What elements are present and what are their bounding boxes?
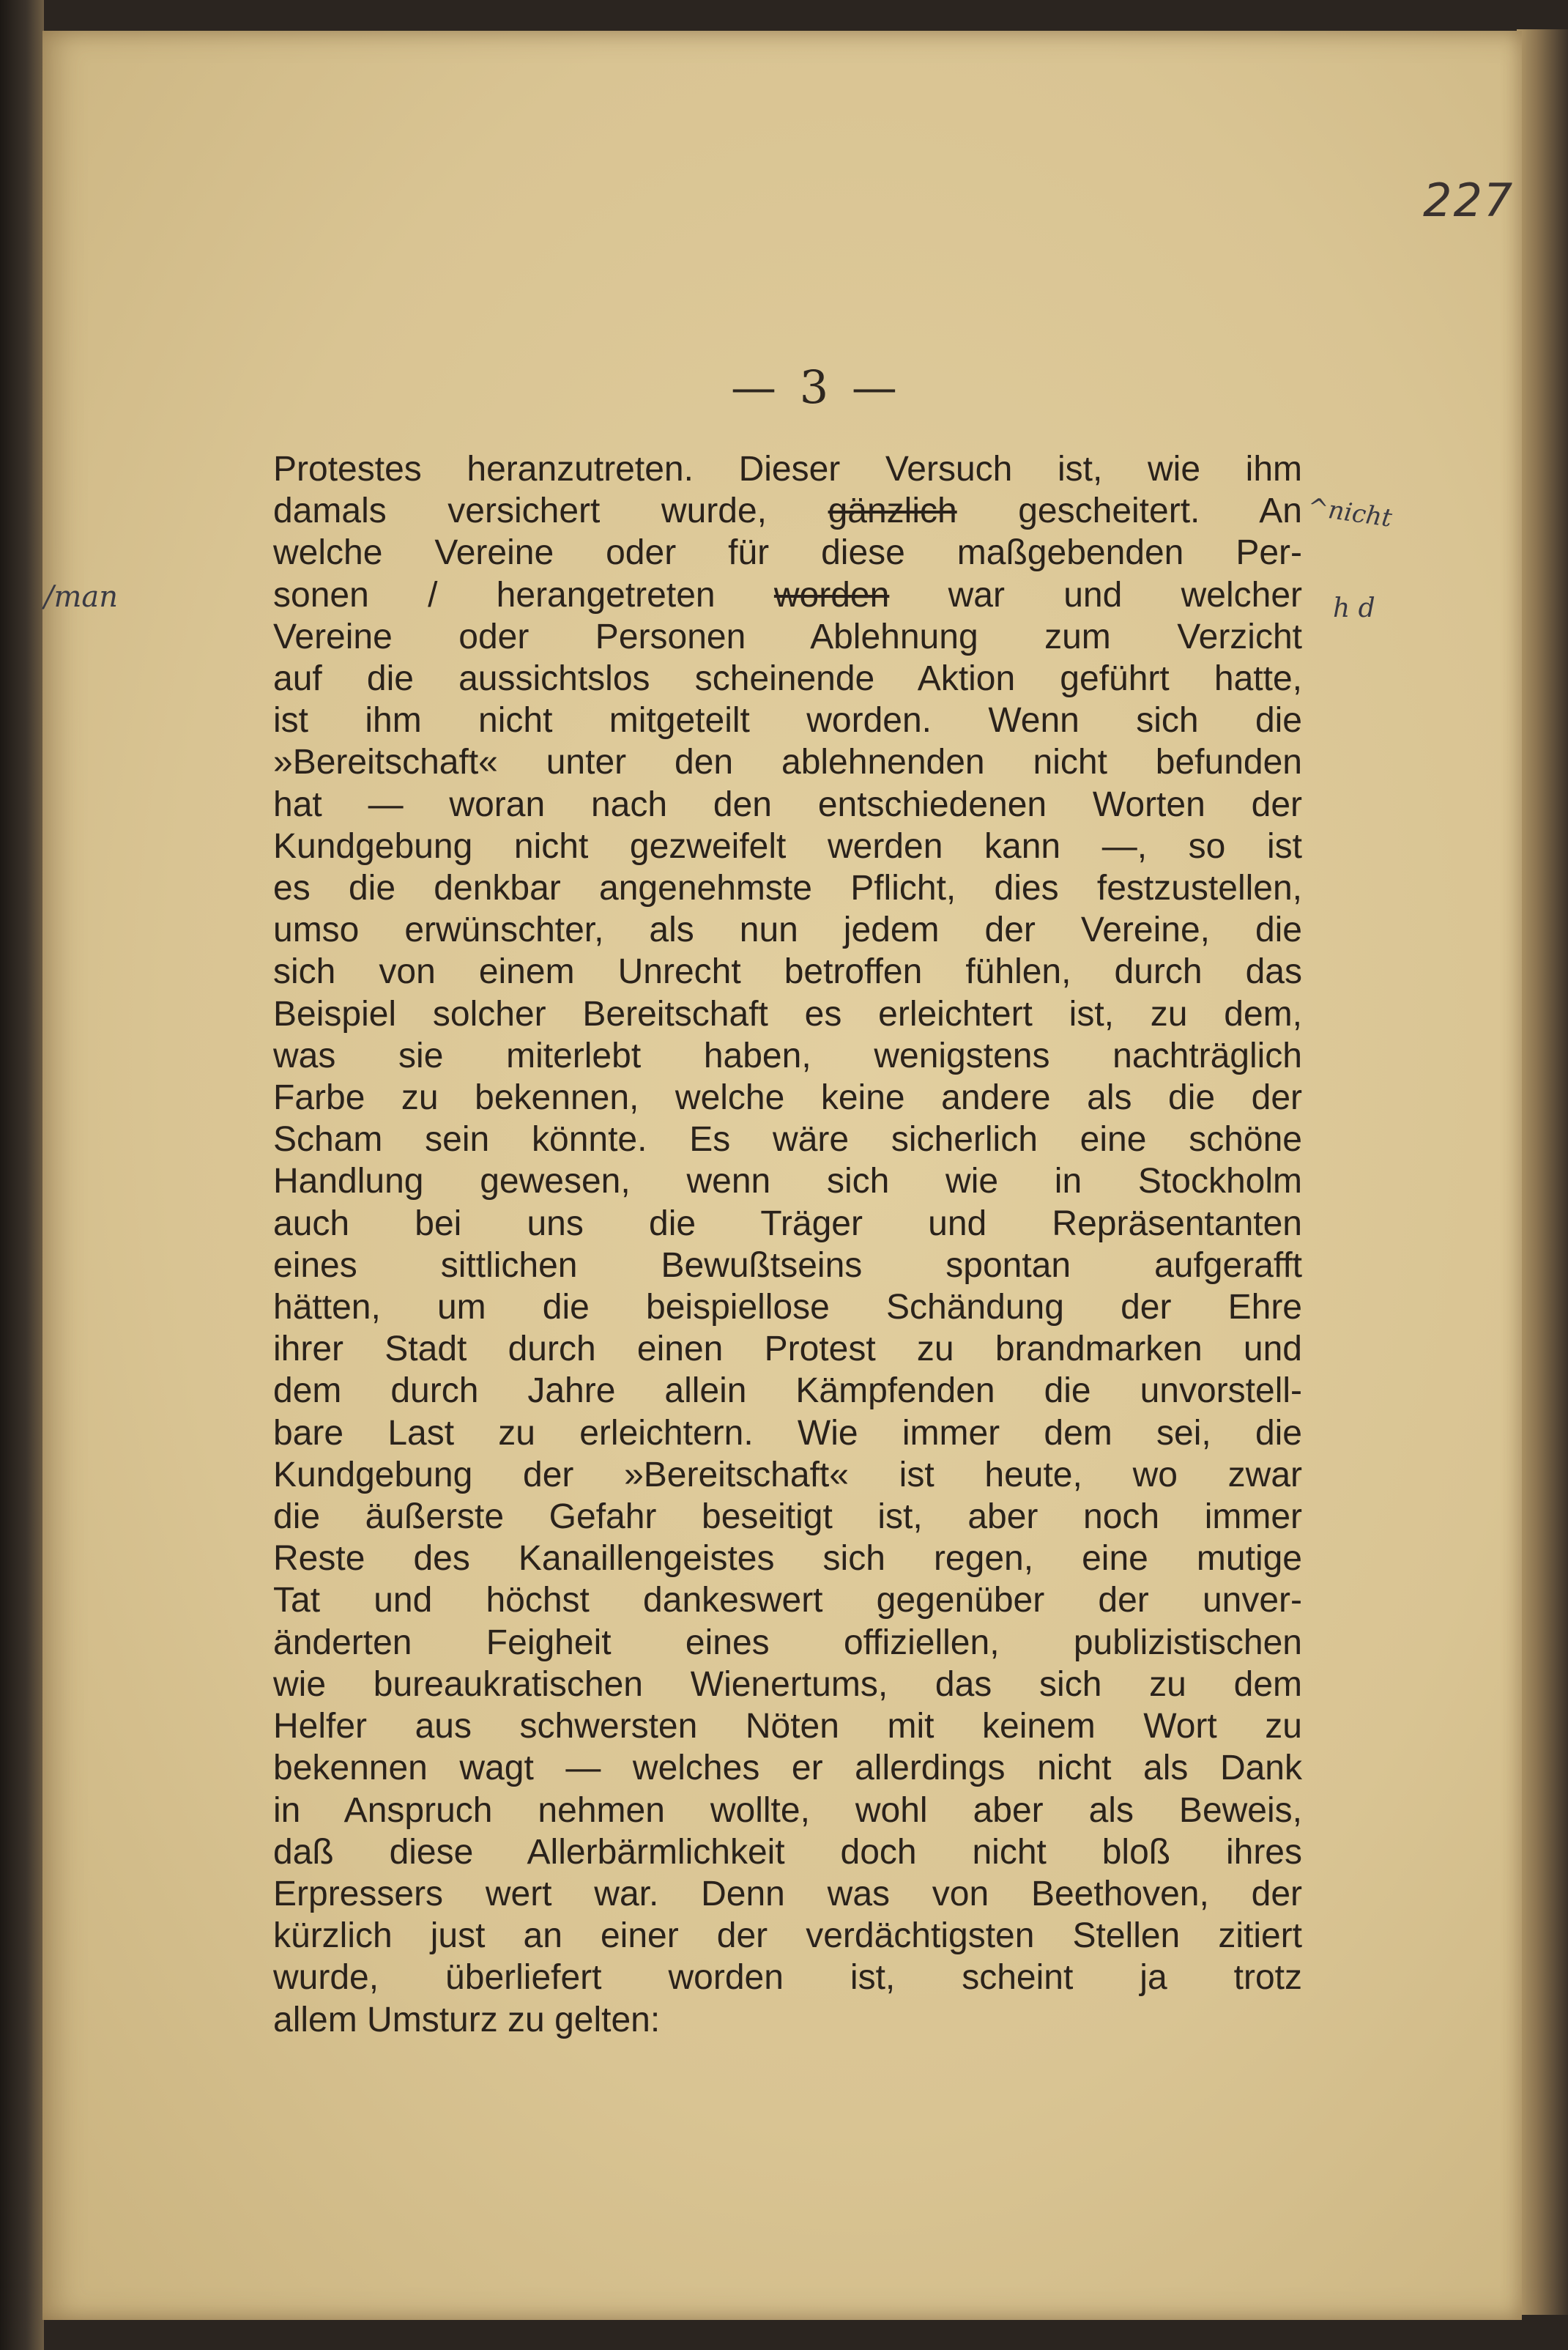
- text-line: »Bereitschaft« unter den ablehnenden nicht befunden: [273, 743, 1302, 782]
- text-line: was sie miterlebt haben, wenigstens nachträglich: [273, 1036, 1302, 1075]
- text-line: Erpressers wert war. Denn was von Beethoven, der: [273, 1874, 1302, 1913]
- text-line: Protestes heranzutreten. Dieser Versuch ist, wie ihm: [273, 450, 1302, 489]
- text-line: sich von einem Unrecht betroffen fühlen, durch das: [273, 952, 1302, 992]
- text-line: in Anspruch nehmen wollte, wohl aber als Beweis,: [273, 1790, 1302, 1830]
- text-line: Beispiel solcher Bereitschaft es erleichtert ist, zu dem,: [273, 994, 1302, 1034]
- page-stack-edge: [1517, 29, 1568, 2315]
- text-line: Farbe zu bekennen, welche keine andere als die der: [273, 1078, 1302, 1118]
- margin-note-left: /man: [44, 580, 119, 614]
- text-line: es die denkbar angenehmste Pflicht, dies festzustellen,: [273, 869, 1302, 908]
- printed-page-number: — 3 —: [731, 360, 902, 414]
- text-line: allem Umsturz zu gelten:: [273, 2000, 661, 2039]
- text-line: Kundgebung der »Bereitschaft« ist heute, wo zwar: [273, 1455, 1302, 1494]
- text-line: Reste des Kanaillengeistes sich regen, eine mutige: [273, 1539, 1302, 1579]
- text-line: änderten Feigheit eines offiziellen, publizistischen: [273, 1623, 1302, 1662]
- text-line: welche Vereine oder für diese maßgebenden Per-: [273, 533, 1302, 573]
- text-line: damals versichert wurde, gänzlich gescheitert. An: [273, 492, 1302, 531]
- text-line: bekennen wagt — welches er allerdings nicht als Dank: [273, 1749, 1302, 1788]
- text-line: bare Last zu erleichtern. Wie immer dem sei, die: [273, 1413, 1302, 1453]
- handwritten-folio-number: 227: [1423, 174, 1515, 227]
- text-line: Helfer aus schwersten Nöten mit keinem Wort zu: [273, 1707, 1302, 1746]
- text-line: wie bureaukratischen Wienertums, das sich zu dem: [273, 1664, 1302, 1704]
- text-line: auch bei uns die Träger und Repräsentanten: [273, 1204, 1302, 1243]
- margin-note-right-second: h d: [1333, 593, 1375, 623]
- text-line: sonen / herangetreten worden war und welcher: [273, 575, 1302, 615]
- margin-note-right-top: ^nicht: [1305, 492, 1394, 533]
- text-line: die äußerste Gefahr beseitigt ist, aber noch immer: [273, 1497, 1302, 1537]
- struck-word: gänzlich: [828, 492, 957, 531]
- text-line: ihrer Stadt durch einen Protest zu brandmarken und: [273, 1330, 1302, 1369]
- text-line: Tat und höchst dankeswert gegenüber der unver-: [273, 1581, 1302, 1620]
- body-text: [273, 448, 1302, 2041]
- binding-edge: [0, 0, 44, 2350]
- text-line: eines sittlichen Bewußtseins spontan aufgerafft: [273, 1245, 1302, 1285]
- text-line: Vereine oder Personen Ablehnung zum Verzicht: [273, 617, 1302, 656]
- text-line: kürzlich just an einer der verdächtigsten Stellen zitiert: [273, 1916, 1302, 1956]
- text-line: Scham sein könnte. Es wäre sicherlich eine schöne: [273, 1120, 1302, 1160]
- text-line: ist ihm nicht mitgeteilt worden. Wenn sich die: [273, 701, 1302, 741]
- struck-word: worden: [773, 575, 890, 615]
- text-line: dem durch Jahre allein Kämpfenden die unvorstell-: [273, 1371, 1302, 1411]
- text-line: daß diese Allerbärmlichkeit doch nicht bloß ihres: [273, 1832, 1302, 1872]
- text-line: Kundgebung nicht gezweifelt werden kann —, so ist: [273, 826, 1302, 866]
- text-line: hat — woran nach den entschiedenen Worten der: [273, 785, 1302, 824]
- text-line: hätten, um die beispiellose Schändung der Ehre: [273, 1288, 1302, 1327]
- text-line: umso erwünschter, als nun jedem der Vereine, die: [273, 911, 1302, 950]
- text-line: wurde, überliefert worden ist, scheint ja trotz: [273, 1958, 1302, 1998]
- text-line: Handlung gewesen, wenn sich wie in Stockholm: [273, 1162, 1302, 1201]
- text-line: auf die aussichtslos scheinende Aktion geführt hatte,: [273, 659, 1302, 699]
